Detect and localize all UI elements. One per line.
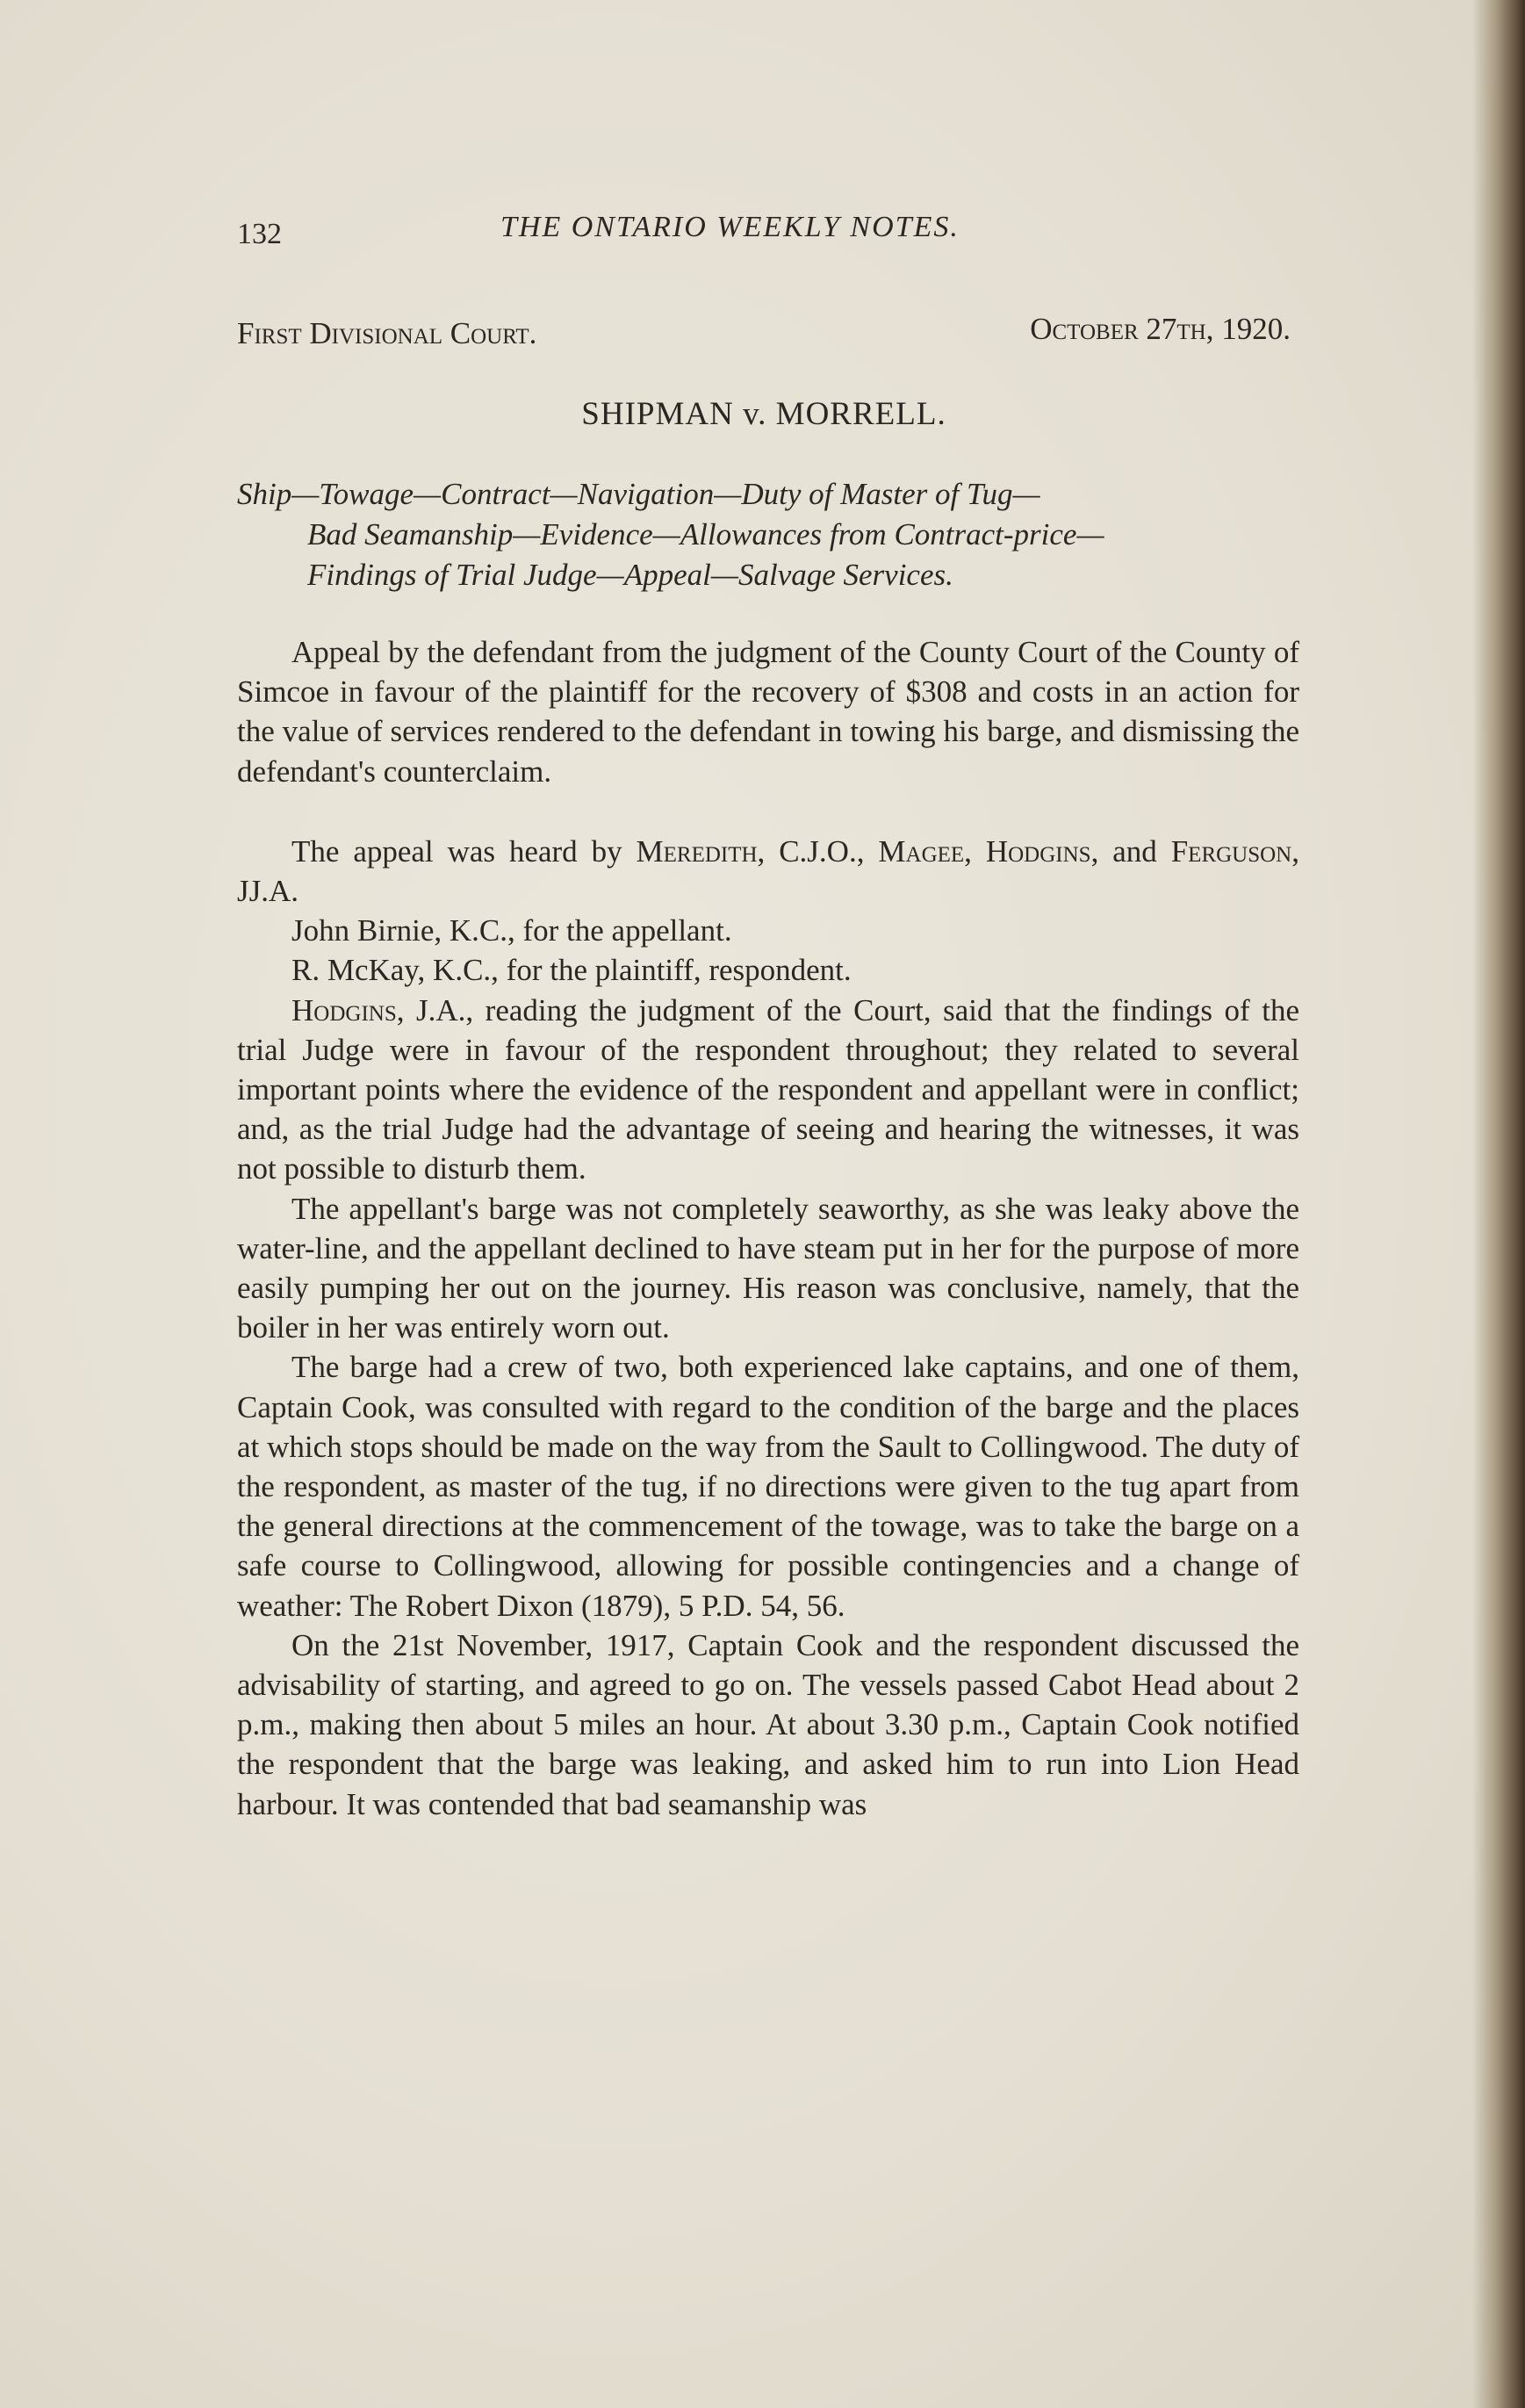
counsel-respondent: R. McKay, K.C., for the plaintiff, respondent. — [291, 953, 852, 988]
headnote — [237, 474, 1291, 595]
body-text — [237, 632, 1299, 1824]
appeal-paragraph: Appeal by the defendant from the judgment of the County Court of the County of Simcoe in favour of the plaintiff for the recovery of $308 and costs in an action for the value of services rendered to the defendant in towing his barge, and dismissing the defendant's counterclaim. — [237, 635, 1299, 789]
judgment-paragraph: The barge had a crew of two, both experienced lake captains, and one of them, Captain Cook, was consulted with regard to the condition of the barge and the places at which stops should be made on the way from the Sault to Collingwood. The duty of the respondent, as master of the tug, if no directions were given to the tug apart from the general directions at the commencement of the towage, was to take the barge on a safe course to Collingwood, allowing for possible contingencies and a change of weather: The Robert Dixon (1879), 5 P.D. 54, 56. — [237, 1350, 1299, 1623]
judge-name: Hodgins — [291, 992, 397, 1027]
page-number: 132 — [237, 218, 282, 250]
judgment-paragraph: On the 21st November, 1917, Captain Cook and the respondent discussed the advisability of starting, and agreed to go on. The vessels passed Cabot Head about 2 p.m., making then about 5 miles an hour. At about 3.30 p.m., Captain Cook notified the respondent that the barge was leaking, and asked him to run into Lion Head harbour. It was contended that bad seamanship was — [237, 1627, 1299, 1821]
hearing-text: , C.J.O., — [757, 833, 879, 869]
headnote-line: Findings of Trial Judge—Appeal—Salvage Services. — [307, 558, 953, 592]
book-spine-shadow — [1472, 0, 1525, 2408]
journal-title: THE ONTARIO WEEKLY NOTES. — [500, 211, 960, 243]
case-title: SHIPMAN v. MORRELL. — [581, 396, 946, 432]
hearing-text: , JJ.A. — [237, 833, 1299, 909]
headnote-line: Ship—Towage—Contract—Navigation—Duty of Master of Tug— — [237, 477, 1040, 511]
judge-name: Magee — [878, 833, 965, 869]
running-head — [237, 211, 1310, 255]
headnote-line: Bad Seamanship—Evidence—Allowances from Contract-price— — [307, 517, 1104, 552]
court-name: First Divisional Court. — [237, 316, 537, 350]
hearing-text: , and — [1090, 833, 1171, 869]
hearing-text: , — [964, 833, 986, 869]
counsel-appellant: John Birnie, K.C., for the appellant. — [291, 913, 732, 948]
judge-name: Meredith — [636, 833, 758, 869]
hearing-paragraph — [237, 832, 1299, 911]
judgment-text: , J.A., reading the judgment of the Court, said that the findings of the trial Judge were in favour of the respondent throughout; they related to several important points where the evidence of the respondent and appellant were in conflict; and, as the trial Judge had the advantage of seeing and hearing the witnesses, it was not possible to disturb them. — [237, 992, 1299, 1186]
judgment-paragraph: The appellant's barge was not completely seaworthy, as she was leaky above the water-line, and the appellant declined to have steam put in her for the purpose of more easily pumping her out on the journey. His reason was conclusive, namely, that the boiler in her was entirely worn out. — [237, 1191, 1299, 1345]
judge-name: Ferguson — [1170, 833, 1292, 869]
judge-name: Hodgins — [985, 833, 1091, 869]
decision-date: October 27th, 1920. — [1030, 312, 1291, 346]
hearing-text: The appeal was heard by — [291, 833, 637, 869]
judgment-paragraph — [237, 991, 1299, 1189]
